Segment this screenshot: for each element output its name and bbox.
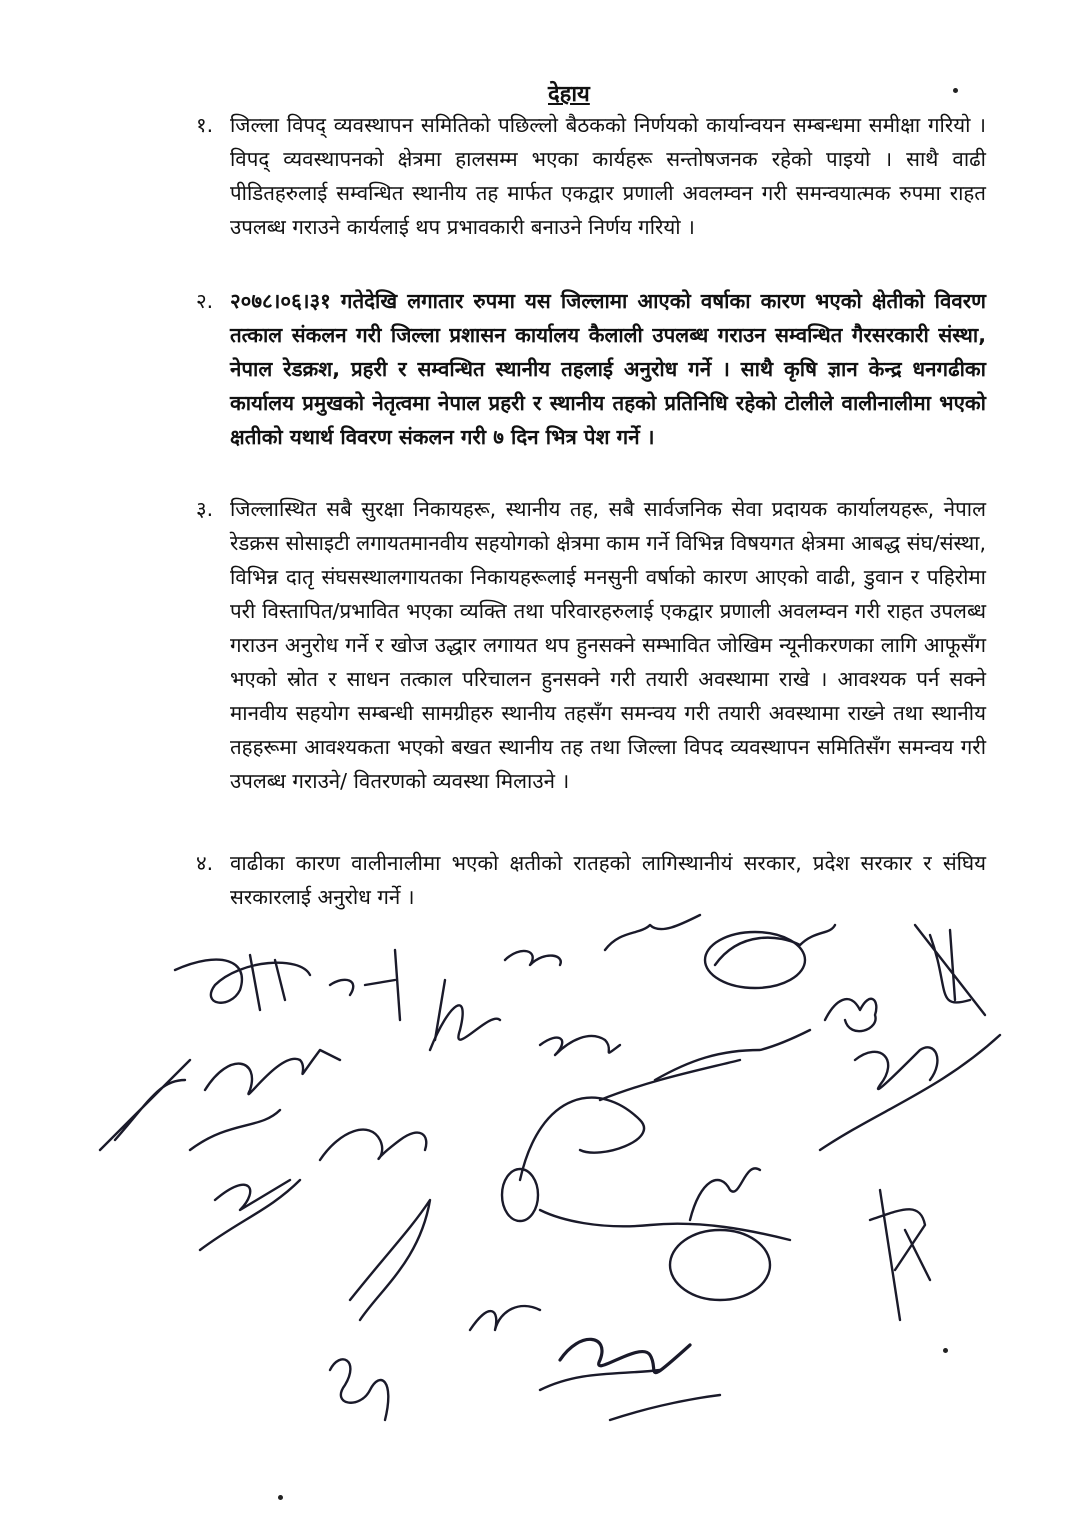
paper-speck	[278, 1495, 283, 1500]
signature-5	[430, 980, 500, 1050]
signature-20	[330, 1359, 388, 1420]
item-text: २०७८।०६।३१ गतेदेखि लगातार रुपमा यस जिल्लामा आएको वर्षाका कारण भएको क्षेतीको विवरण तत्काल संकलन गरी जिल्ला प्रशासन कार्यालय कैलाली उपलब्ध गराउन सम्वन्धित गैरसरकारी संस्था, नेपाल रेडक्रश, प्रहरी र सम्वन्धित स्थानीय तहलाई अनुरोध गर्ने । साथै कृषि ज्ञान केन्द्र धनगढीका कार्यालय प्रमुखको नेतृत्वमा नेपाल प्रहरी र स्थानीय तहको प्रतिनिधि रहेको टोलीले वालीनालीमा भएको क्षतीको यथार्थ विवरण संकलन गरी ७ दिन भित्र पेश गर्ने ।	[230, 289, 986, 449]
list-item-3	[196, 492, 986, 798]
signature-21	[540, 1339, 720, 1420]
signature-7	[505, 915, 700, 965]
list-item-4	[196, 846, 986, 914]
item-text: जिल्ला विपद् व्यवस्थापन समितिको पछिल्लो बैठकको निर्णयको कार्यान्वयन सम्बन्धमा समीक्षा गरियो । विपद् व्यवस्थापनको क्षेत्रमा हालसम्म भएका कार्यहरू सन्तोषजनक रहेको पाइयो । साथै वाढी पीडितहरुलाई सम्वन्धित स्थानीय तह मार्फत एकद्वार प्रणाली अवलम्वन गरी समन्वयात्मक रुपमा राहत उपलब्ध गराउने कार्यलाई थप प्रभावकारी बनाउने निर्णय गरियो ।	[230, 113, 986, 239]
signature-1	[175, 955, 310, 1010]
item-number: २.	[196, 289, 214, 313]
paper-speck	[953, 88, 958, 93]
list-item-2	[196, 284, 986, 454]
signature-6	[540, 1036, 620, 1055]
signature-16	[870, 1190, 930, 1320]
item-text: जिल्लास्थित सबै सुरक्षा निकायहरू, स्थानीय तह, सबै सार्वजनिक सेवा प्रदायक कार्यालयहरू, नेपाल रेडक्रस सोसाइटी लगायतमानवीय सहयोगको क्षेत्रमा काम गर्ने विभिन्न विषयगत क्षेत्रमा आबद्ध संघ/संस्था, विभिन्न दातृ संघसस्थालगायतका निकायहरूलाई मनसुनी वर्षाको कारण आएको वाढी, डुवान र पहिरोमा परी विस्तापित/प्रभावित भएका व्यक्ति तथा परिवारहरुलाई एकद्वार प्रणाली अवलम्वन गरी राहत उपलब्ध गराउन अनुरोध गर्ने र खोज उद्धार लगायत थप हुनसक्ने सम्भावित जोखिम न्यूनीकरणका लागि आफूसँग भएको स्रोत र साधन तत्काल परिचालन हुनसक्ने गरी तयारी अवस्थामा राखे । आवश्यक पर्न सक्ने मानवीय सहयोग सम्बन्धी सामग्रीहरु स्थानीय तहसँग समन्वय गरी तयारी अवस्थामा राख्ने तथा स्थानीय तहहरूमा आवश्यकता भएको बखत स्थानीय तह तथा जिल्ला विपद व्यवस्थापन समितिसँग समन्वय गरी उपलब्ध गराउने/ वितरणको व्यवस्था मिलाउने ।	[230, 497, 986, 793]
signature-2	[330, 950, 400, 1020]
signature-18	[350, 1200, 430, 1320]
signature-4	[190, 1050, 340, 1150]
item-text: वाढीका कारण वालीनालीमा भएको क्षतीको रातहको लागिस्थानीयं सरकार, प्रदेश सरकार र संघिय सरकारलाई अनुरोध गर्ने ।	[230, 851, 986, 909]
signature-10	[915, 925, 985, 1015]
paper-speck	[943, 1348, 948, 1353]
item-number: १.	[196, 113, 214, 137]
item-number: ४.	[196, 851, 214, 875]
signature-19	[470, 1306, 540, 1330]
list-item-1	[196, 108, 986, 244]
signature-3	[100, 1060, 190, 1150]
signature-8	[705, 925, 835, 988]
item-number: ३.	[196, 497, 214, 521]
signature-9	[825, 999, 876, 1031]
signature-11	[820, 1035, 1000, 1150]
document-title: देहाय	[548, 82, 590, 107]
signature-12	[520, 1030, 810, 1180]
signature-14	[502, 1169, 790, 1240]
signature-17	[200, 1180, 300, 1250]
signature-13	[320, 1130, 426, 1160]
signature-15	[670, 1168, 770, 1300]
